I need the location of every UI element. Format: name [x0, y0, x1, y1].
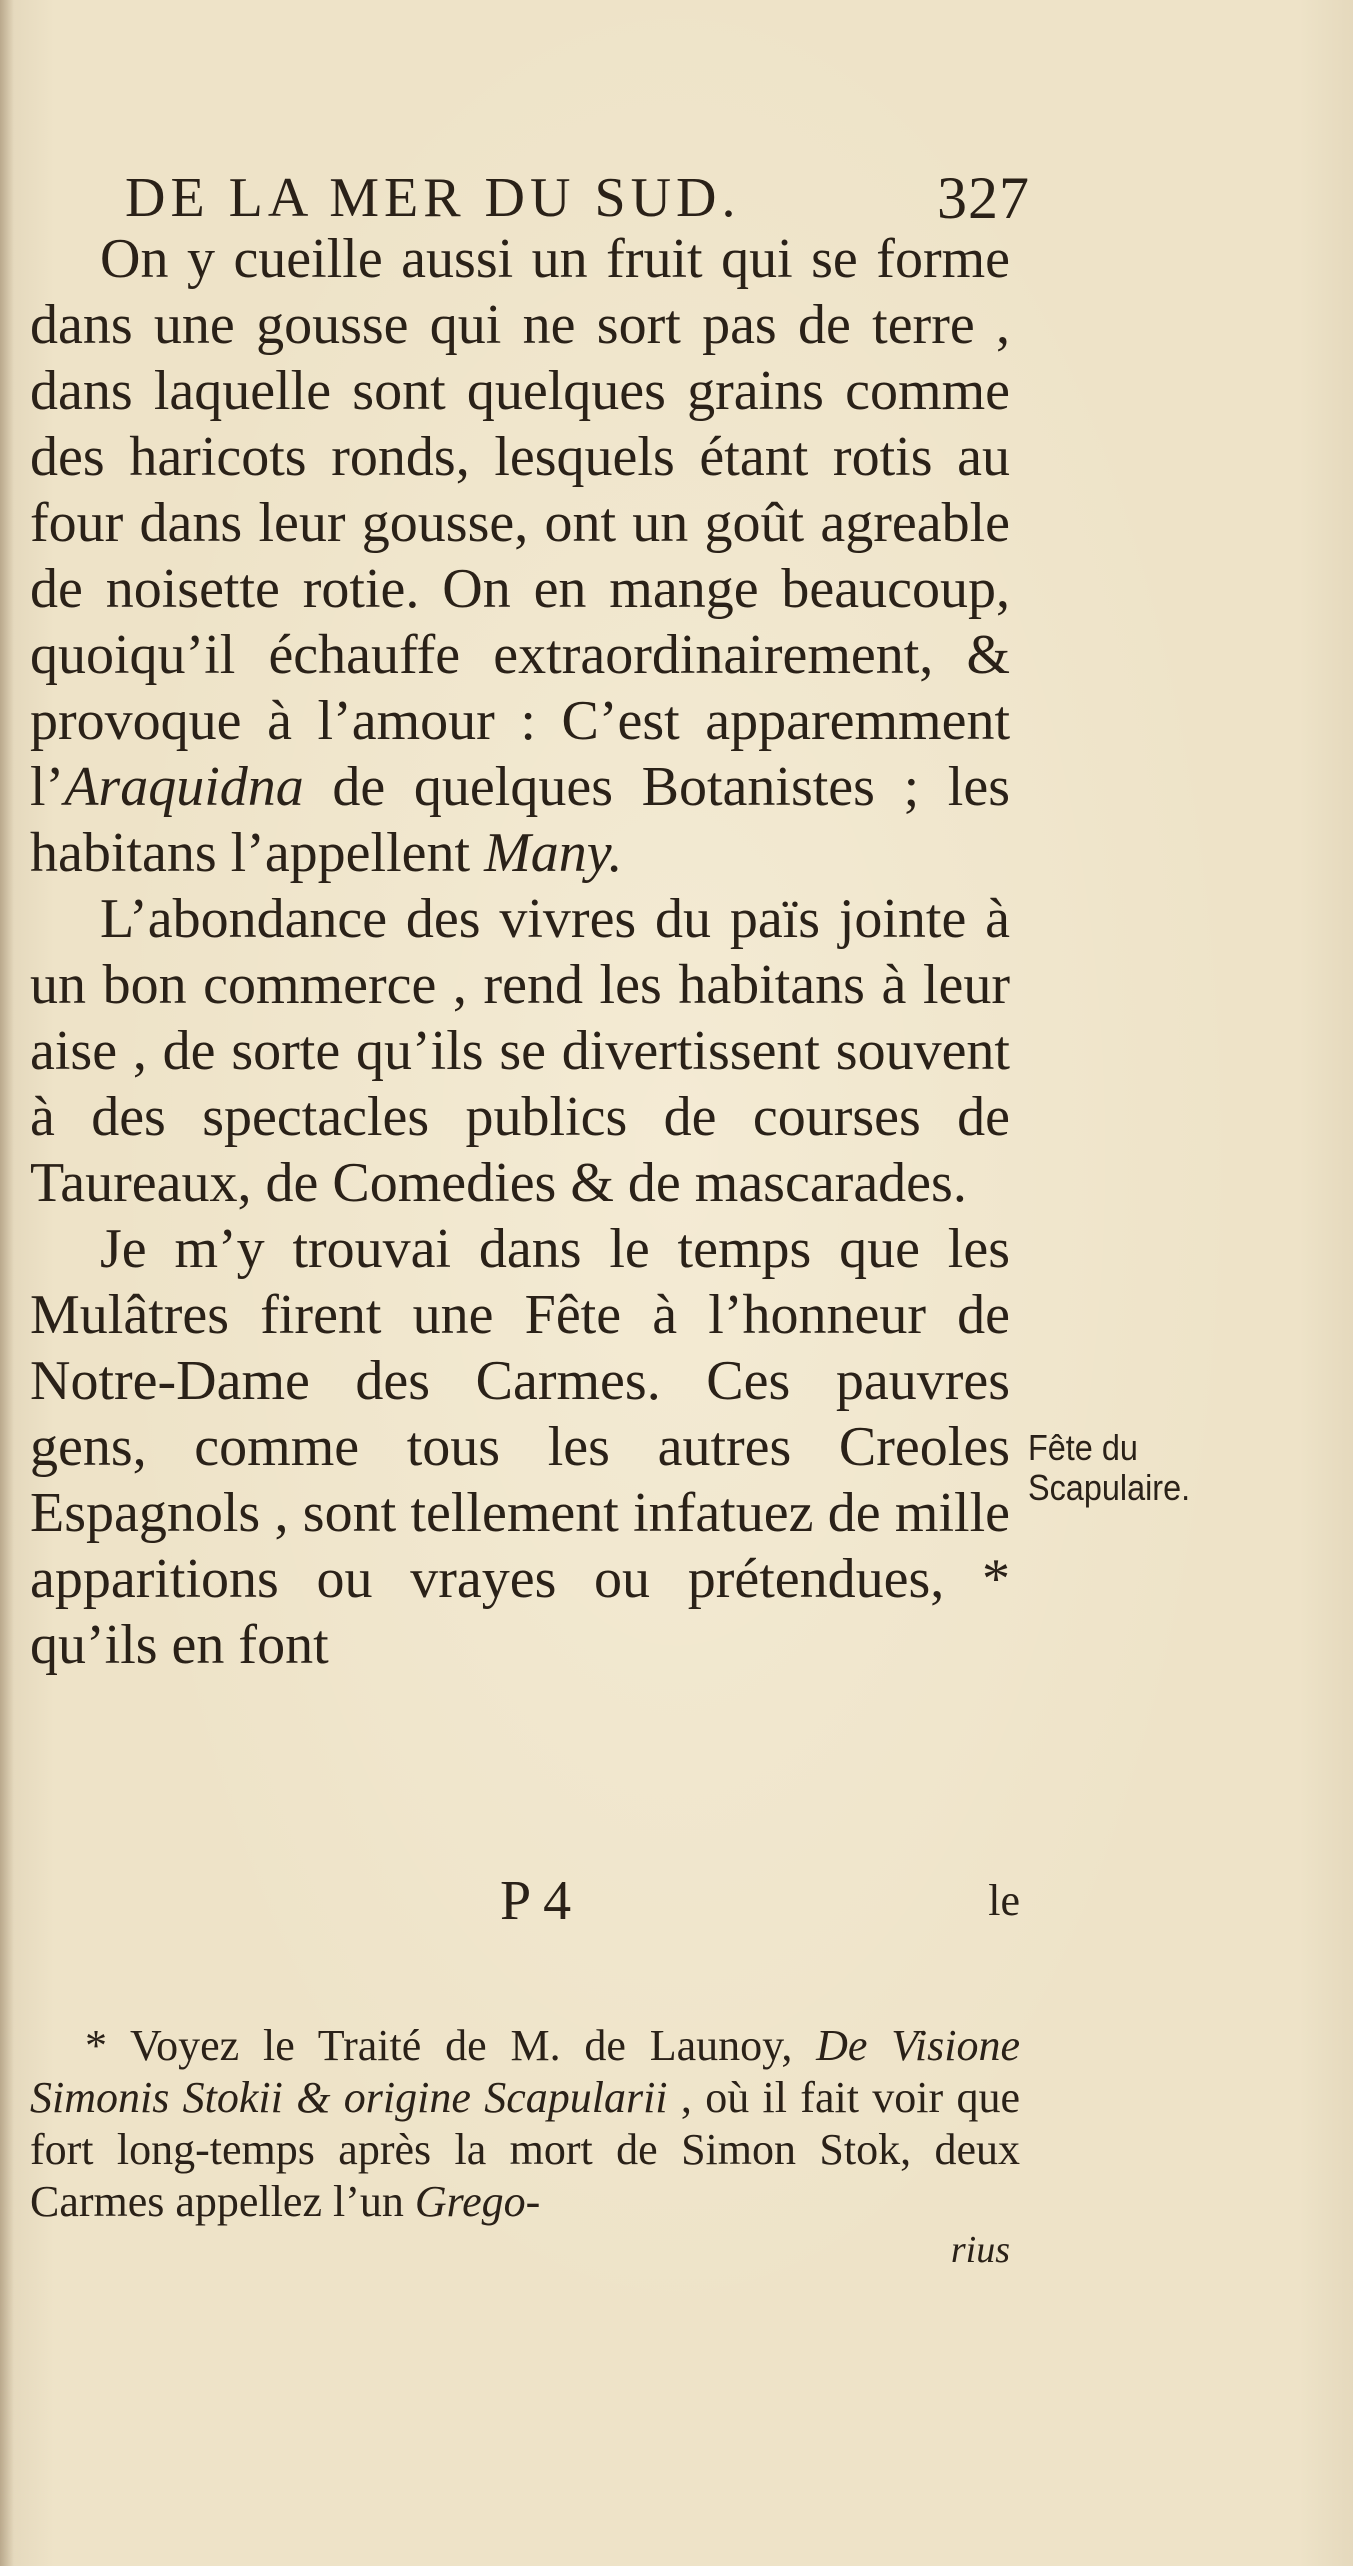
footnote-italic-title: De Visione Simonis Stokii & origine Scapularii	[30, 2021, 1020, 2122]
footnote	[30, 2020, 1020, 2272]
footnote-text-rest: , où il fait voir que fort long-temps après la mort de Simon Stok, deux Carmes appellez l’un	[30, 2073, 1020, 2226]
signature-mark: P 4	[500, 1870, 572, 1932]
paragraph-fete: Je m’y trouvai dans le temps que les Mulâtres firent une Fête à l’honneur de Notre-Dame des Carmes. Ces pauvres gens, comme tous les autres Creoles Espagnols , sont tellement infatuez de mille apparitions ou vrayes ou prétendues, * qu’ils en font	[30, 1218, 1010, 1676]
paragraph-fruit-text: On y cueille aussi un fruit qui se forme dans une gousse qui ne sort pas de terre , dans laquelle sont quelques grains comme des haricots ronds, lesquels étant rotis au four dans leur gousse, ont un goût agreable de noisette rotie. On en mange beaucoup, quoiqu’il échauffe extraordinairement, & provoque à l’amour : C’est apparemment l’	[30, 228, 1010, 818]
catchword: le	[988, 1876, 1020, 1925]
footnote-catchword: rius	[950, 2229, 1010, 2271]
paragraph-fruit-italic-araquidna: Araquidna	[64, 756, 304, 818]
page-gutter-shadow	[0, 0, 14, 2566]
footnote-text	[30, 2020, 1020, 2228]
paragraph-fruit-italic-many: Many.	[484, 822, 623, 884]
page-number: 327	[937, 165, 1030, 231]
paragraph-abundance: L’abondance des vivres du païs jointe à un bon commerce , rend les habitans à leur aise , de sorte qu’ils se divertissent souvent à des spectacles publics de courses de Taureaux, de Comedies & de mascarades.	[30, 888, 1010, 1214]
footnote-text-start: * Voyez le Traité de M. de Launoy,	[85, 2021, 817, 2070]
paragraph-fruit-text-mid: de quelques Botanistes ; les habitans l’appellent	[30, 756, 1010, 884]
running-head	[125, 160, 1030, 236]
paragraph-fruit	[30, 226, 1010, 886]
running-head-title: DE LA MER DU SUD.	[125, 167, 741, 229]
catchline	[500, 1868, 1020, 1934]
footnote-italic-gregorius: Grego-	[414, 2177, 541, 2226]
margin-note: Fête du Scapulaire.	[1028, 1427, 1191, 1508]
body-text	[30, 226, 1010, 1678]
